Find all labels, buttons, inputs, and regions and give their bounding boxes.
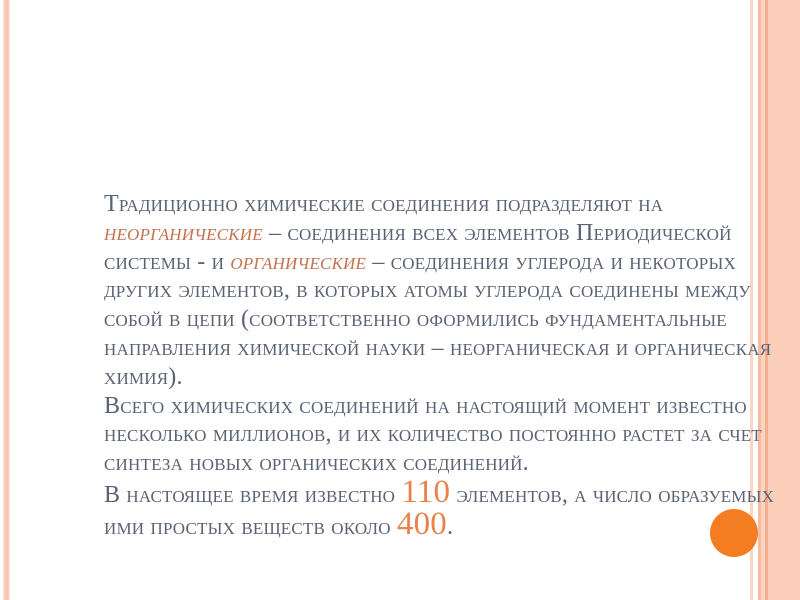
slide-body-text	[104, 190, 775, 542]
left-accent-stripe	[3, 0, 10, 600]
emphasis-term: органические	[230, 248, 367, 275]
body-text-run: – соединения всех элементов Периодической	[262, 219, 732, 246]
body-text-run: химия).	[104, 363, 183, 390]
text-line	[104, 363, 764, 392]
body-text-run: В настоящее время известно	[104, 481, 402, 508]
body-text-run: .	[446, 513, 454, 540]
body-text-run: несколько миллионов, и их количество постоянно растет за счет	[104, 421, 762, 448]
text-line	[104, 305, 764, 334]
text-line	[104, 248, 764, 277]
text-line	[104, 420, 764, 449]
text-line	[104, 276, 764, 305]
highlight-number: 400	[396, 505, 447, 542]
body-text-run: системы - и	[104, 248, 231, 275]
text-line	[104, 505, 764, 542]
text-line	[104, 190, 764, 219]
emphasis-term: неорганические	[104, 219, 263, 246]
body-text-run: Всего химических соединений на настоящий момент известно	[104, 392, 747, 419]
body-text-run: ими простых веществ около	[104, 513, 397, 540]
body-text-run: синтеза новых органических соединений.	[104, 450, 529, 477]
body-text-run: – соединения углерода и некоторых	[366, 248, 736, 275]
body-text-run: Традиционно химические соединения подразделяют на	[104, 191, 664, 217]
body-text-run: направления химической науки – неорганическая и органическая	[104, 334, 772, 361]
text-line	[104, 219, 764, 248]
text-line	[104, 392, 764, 421]
body-text-run: элементов, а число образуемых	[450, 481, 775, 508]
highlight-number: 110	[401, 473, 451, 510]
body-text-run: других элементов, в которых атомы углерода соединены между	[104, 277, 751, 304]
text-line	[104, 334, 772, 363]
right-border-broad-band	[768, 0, 800, 600]
body-text-run: собой в цепи (соответственно оформились фундаментальные	[104, 306, 727, 333]
